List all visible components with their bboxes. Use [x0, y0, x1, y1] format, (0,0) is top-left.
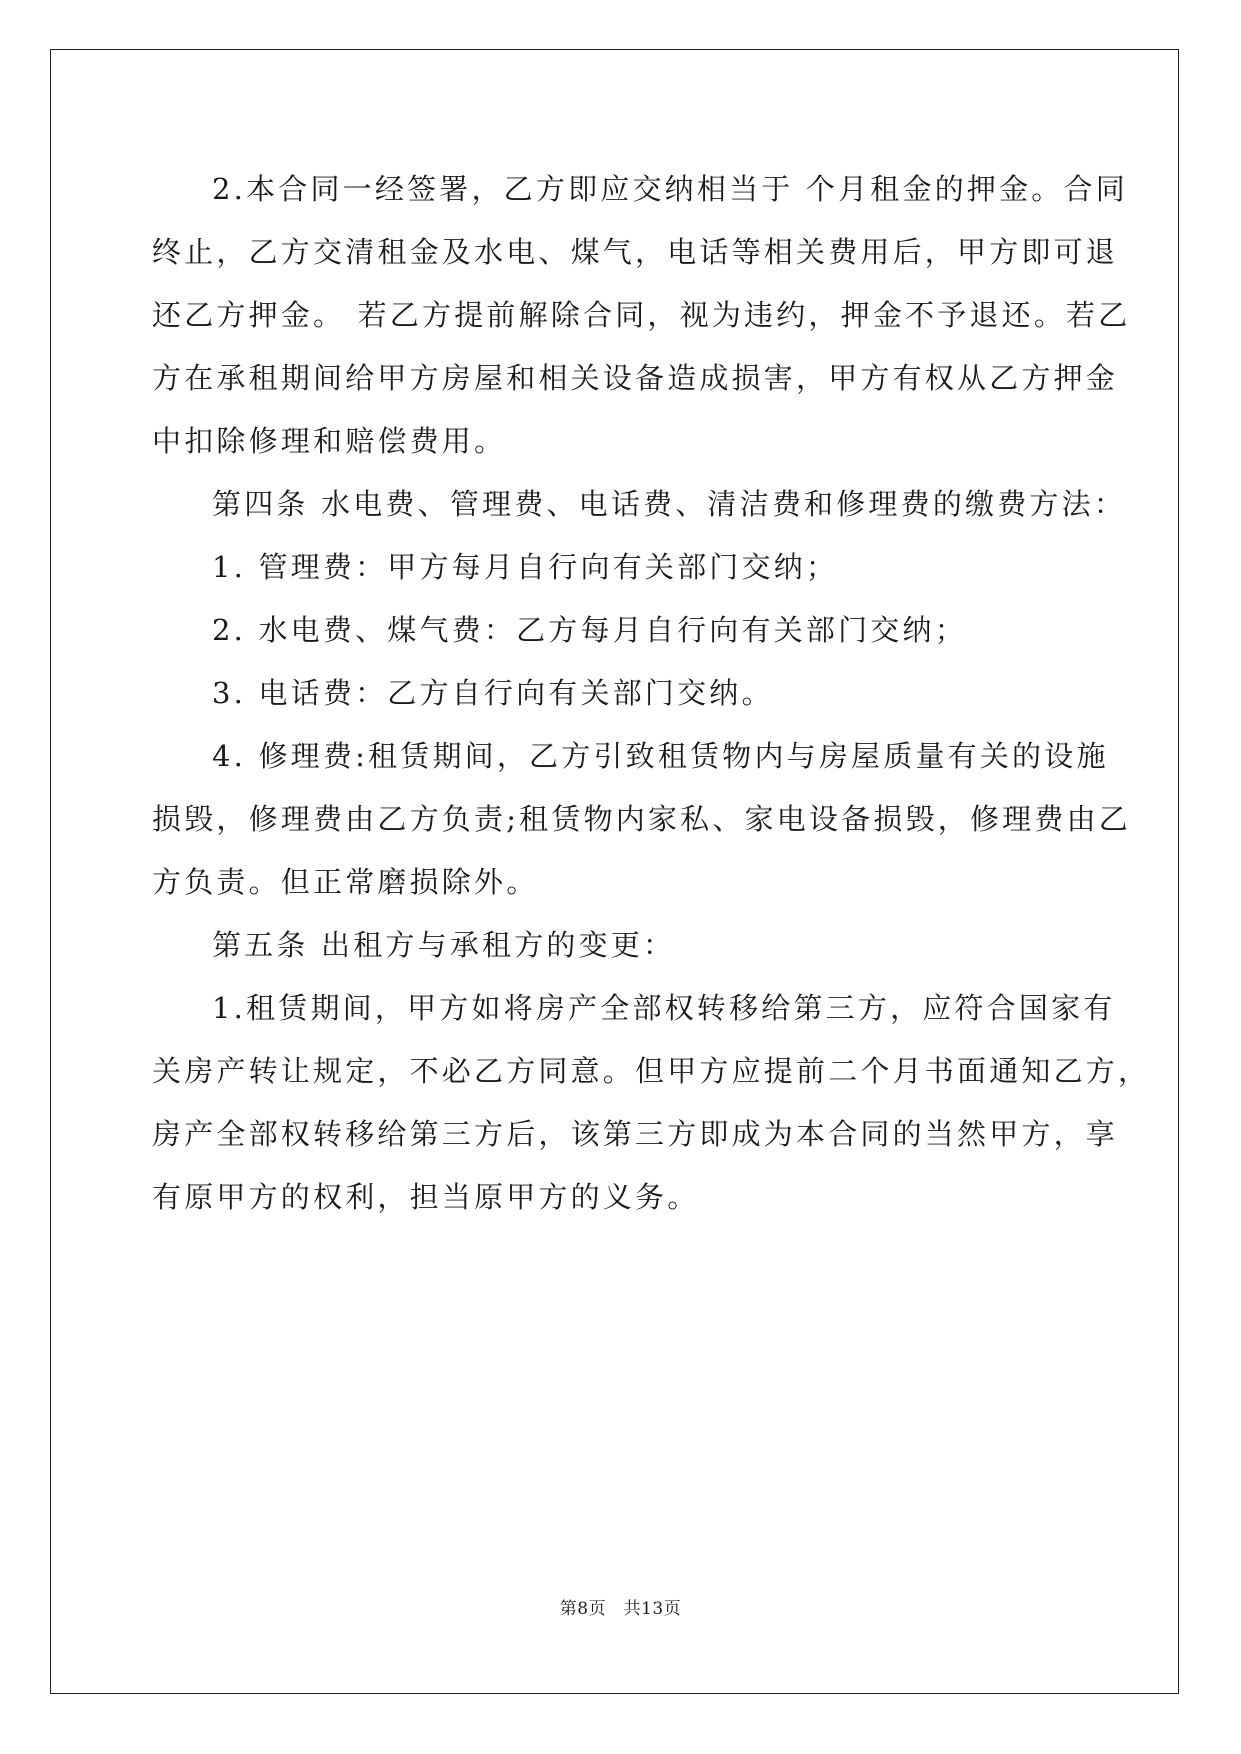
text-line: 损毁，修理费由乙方负责;租赁物内家私、家电设备损毁，修理费由乙	[152, 802, 1131, 836]
text-line: 2.本合同一经签署，乙方即应交纳相当于 个月租金的押金。合同	[212, 172, 1128, 206]
page-footer: 第8页 共13页	[559, 1599, 682, 1619]
text-line: 中扣除修理和赔偿费用。	[152, 424, 507, 458]
section-heading: 第四条 水电费、管理费、电话费、清洁费和修理费的缴费方法：	[212, 487, 1127, 521]
text-line: 方在承租期间给甲方房屋和相关设备造成损害，甲方有权从乙方押金	[152, 361, 1119, 395]
document-body	[152, 158, 1151, 1229]
text-line: 还乙方押金。 若乙方提前解除合同，视为违约，押金不予退还。若乙	[152, 298, 1131, 332]
list-item: 1. 管理费：甲方每月自行向有关部门交纳；	[212, 550, 839, 584]
text-line: 有原甲方的权利，担当原甲方的义务。	[152, 1180, 700, 1214]
list-item: 3. 电话费：乙方自行向有关部门交纳。	[212, 676, 774, 710]
text-line: 方负责。但正常磨损除外。	[152, 865, 539, 899]
text-line: 房产全部权转移给第三方后，该第三方即成为本合同的当然甲方，享	[152, 1117, 1119, 1151]
text-line: 终止，乙方交清租金及水电、煤气，电话等相关费用后，甲方即可退	[152, 235, 1119, 269]
section-heading: 第五条 出租方与承租方的变更：	[212, 928, 676, 962]
text-line: 关房产转让规定，不必乙方同意。但甲方应提前二个月书面通知乙方，	[152, 1054, 1151, 1088]
list-item: 4. 修理费:租赁期间，乙方引致租赁物内与房屋质量有关的设施	[212, 739, 1109, 773]
list-item: 1.租赁期间，甲方如将房产全部权转移给第三方，应符合国家有	[212, 991, 1116, 1025]
list-item: 2. 水电费、煤气费：乙方每月自行向有关部门交纳；	[212, 613, 967, 647]
